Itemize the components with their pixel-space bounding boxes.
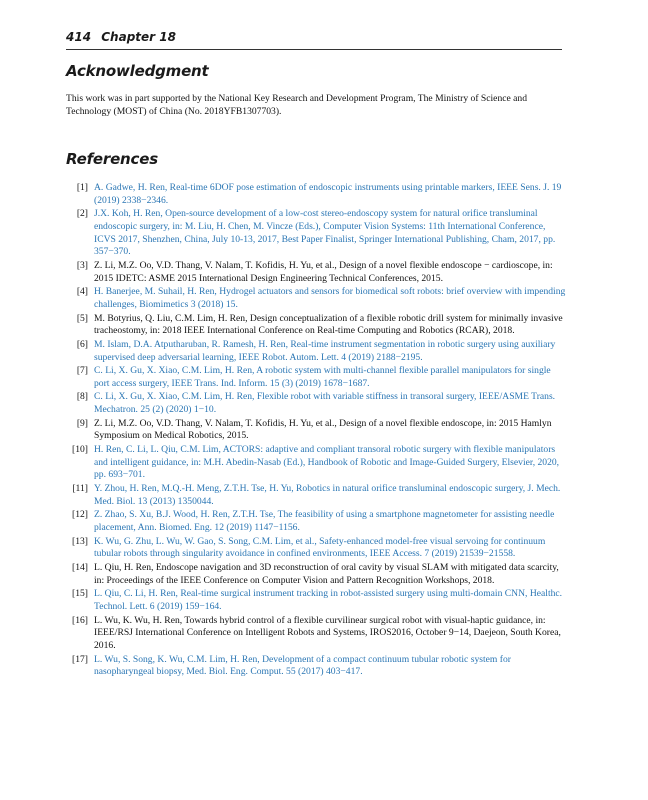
reference-number: [16] <box>72 614 88 626</box>
reference-link[interactable]: C. Li, X. Gu, X. Xiao, C.M. Lim, H. Ren, A robotic system with multi-channel flexible parallel manipulators for single port access surgery, IEEE Trans. Ind. Inform. 15 (3) (2019) 1678−1687. <box>94 365 551 389</box>
reference-link[interactable]: C. Li, X. Gu, X. Xiao, C.M. Lim, H. Ren, Flexible robot with variable stiffness in transoral surgery, IEEE/ASME Trans. Mechatron. 25 (2) (2020) 1−10. <box>94 391 556 416</box>
reference-text: L. Wu, K. Wu, H. Ren, Towards hybrid control of a flexible curvilinear surgical robot with visual-haptic guidance, in: IEEE/RSJ International Conference on Intelligent Robots and Systems, IROS2016, October 9−14, Daejeon, South Korea, 2016. <box>94 614 561 651</box>
reference-item <box>66 260 566 285</box>
reference-item[interactable] <box>66 588 566 613</box>
reference-link[interactable]: H. Banerjee, M. Suhail, H. Ren, Hydrogel actuators and sensors for biomedical soft robots: brief overview with impending challenges, Biomimetics 3 (2018) 15. <box>94 286 566 310</box>
reference-number: [14] <box>72 561 88 573</box>
reference-number: [7] <box>76 365 88 377</box>
reference-number: [11] <box>72 483 88 495</box>
acknowledgment-text: This work was in part supported by the National Key Research and Development Program, The Ministry of Science and Technology (MOST) of China (No. 2018YFB1307703). <box>66 93 528 117</box>
reference-text: L. Qiu, H. Ren, Endoscope navigation and 3D reconstruction of oral cavity by visual SLAM with mitigated data scarcity, in: Proceedings of the IEEE Conference on Computer Vision and Pattern Recognition Workshops, 2018. <box>94 561 559 586</box>
reference-item[interactable] <box>66 654 566 679</box>
reference-link[interactable]: A. Gadwe, H. Ren, Real-time 6DOF pose estimation of endoscopic instruments using printable markers, IEEE Sens. J. 19 (2019) 2338−2346. <box>94 182 562 206</box>
reference-item <box>66 562 566 587</box>
reference-item[interactable] <box>66 444 566 482</box>
reference-item[interactable] <box>66 208 566 259</box>
reference-link[interactable]: Y. Zhou, H. Ren, M.Q.-H. Meng, Z.T.H. Tse, H. Yu, Robotics in natural orifice transluminal endoscopic surgery, J. Mech. Med. Biol. 13 (2013) 1350044. <box>94 483 561 507</box>
reference-text: Z. Li, M.Z. Oo, V.D. Thang, V. Nalam, T. Kofidis, H. Yu, et al., Design of a novel flexible endoscope, in: 2015 Hamlyn Symposium on Medical Robotics, 2015. <box>94 417 552 442</box>
reference-number: [5] <box>76 312 88 324</box>
reference-number: [3] <box>76 260 88 271</box>
reference-item <box>66 615 566 653</box>
reference-item[interactable] <box>66 483 566 508</box>
reference-link[interactable]: J.X. Koh, H. Ren, Open-source development of a low-cost stereo-endoscopy system for natural orifice transluminal endoscopic surgery, in: M. Liu, H. Chen, M. Vincze (Eds.), Computer Vision Systems: 11th International Conference, ICVS 2017, Shenzhen, China, July 10-13, 2017, Best Paper Finalist, Springer International Publishing, Cham, 2017, pp. 357−370. <box>94 208 556 258</box>
reference-list <box>66 182 566 680</box>
reference-text: M. Botyrius, Q. Liu, C.M. Lim, H. Ren, Design conceptualization of a flexible robotic drill system for minimally invasive tracheostomy, in: 2018 IEEE International Conference on Real-time Computing and Robotics (RCAR), 2018. <box>94 312 563 337</box>
reference-link[interactable]: Z. Zhao, S. Xu, B.J. Wood, H. Ren, Z.T.H. Tse, The feasibility of using a smartphone magnetometer for assisting needle placement, Ann. Biomed. Eng. 12 (2019) 1147−1156. <box>94 509 555 534</box>
reference-number: [17] <box>72 653 88 665</box>
reference-number: [12] <box>72 509 88 521</box>
reference-number: [4] <box>76 286 88 298</box>
reference-number: [13] <box>72 535 88 547</box>
reference-item <box>66 313 566 338</box>
reference-item[interactable] <box>66 286 566 311</box>
page-number: 414 <box>66 30 92 44</box>
reference-item[interactable] <box>66 339 566 364</box>
reference-link[interactable]: L. Wu, S. Song, K. Wu, C.M. Lim, H. Ren, Development of a compact continuum tubular robotic system for nasopharyngeal biopsy, Med. Biol. Eng. Comput. 55 (2017) 403−417. <box>94 653 511 678</box>
reference-item <box>66 418 566 443</box>
reference-number: [15] <box>72 588 88 600</box>
reference-link[interactable]: M. Islam, D.A. Atputharuban, R. Ramesh, H. Ren, Real-time instrument segmentation in robotic surgery using auxiliary supervised deep adversarial learning, IEEE Robot. Autom. Lett. 4 (2019) 2188−2195. <box>94 338 556 363</box>
reference-number: [10] <box>72 444 88 456</box>
reference-item[interactable] <box>66 182 566 207</box>
reference-number: [2] <box>76 208 88 220</box>
acknowledgment-heading: Acknowledgment <box>66 62 209 80</box>
chapter-label: Chapter 18 <box>101 30 176 44</box>
reference-link[interactable]: L. Qiu, C. Li, H. Ren, Real-time surgical instrument tracking in robot-assisted surgery using multi-domain CNN, Healthc. Technol. Lett. 6 (2019) 159−164. <box>94 588 563 612</box>
reference-number: [1] <box>76 182 88 193</box>
reference-item[interactable] <box>66 509 566 534</box>
reference-link[interactable]: K. Wu, G. Zhu, L. Wu, W. Gao, S. Song, C.M. Lim, et al., Safety-enhanced model-free visual servoing for continuum tubular robots through singularity avoidance in confined environments, IEEE Access. 7 (2019) 21539−21558. <box>94 535 546 560</box>
header-rule <box>66 49 562 50</box>
references-heading: References <box>66 150 158 168</box>
reference-number: [6] <box>76 338 88 350</box>
reference-number: [8] <box>76 391 88 403</box>
reference-item[interactable] <box>66 536 566 561</box>
reference-text: Z. Li, M.Z. Oo, V.D. Thang, V. Nalam, T. Kofidis, H. Yu, et al., Design of a novel flexible endoscope − cardioscope, in: 2015 IDETC: ASME 2015 International Design Engineering Technical Conferences, 2015. <box>94 260 553 284</box>
reference-number: [9] <box>76 417 88 429</box>
running-head <box>66 30 562 44</box>
reference-item[interactable] <box>66 391 566 416</box>
reference-item[interactable] <box>66 365 566 390</box>
reference-link[interactable]: H. Ren, C. Li, L. Qiu, C.M. Lim, ACTORS: adaptive and compliant transoral robotic surgery with flexible manipulators and intelligent guidance, in: M.H. Abedin-Nasab (Ed.), Handbook of Robotic and Image-Guided Surgery, Elsevier, 2020, pp. 693−701. <box>94 444 560 481</box>
